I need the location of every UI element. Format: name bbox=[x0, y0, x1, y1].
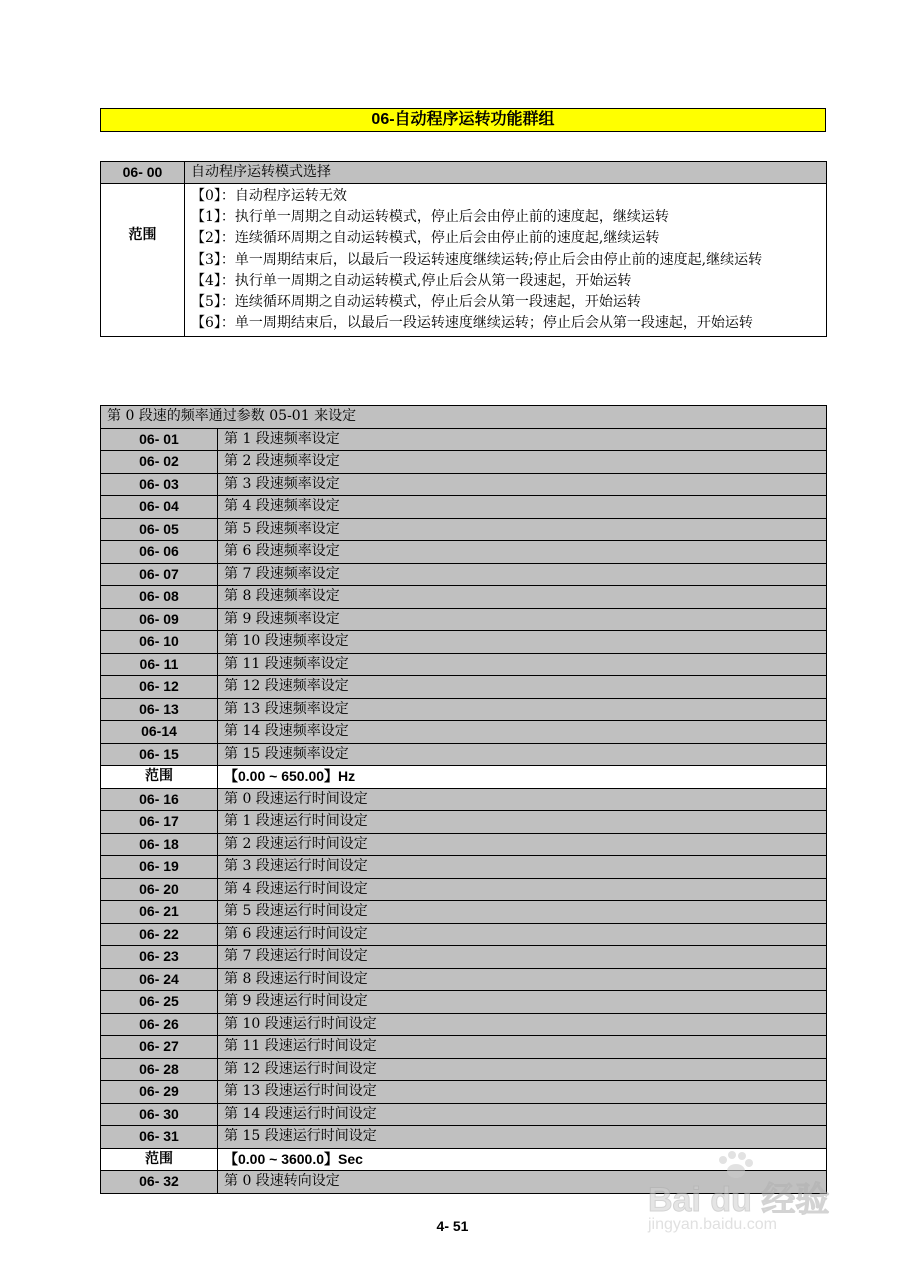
param-code: 06- 13 bbox=[101, 698, 218, 721]
table-row bbox=[101, 743, 827, 766]
param-code: 06- 17 bbox=[101, 811, 218, 834]
watermark-main: Bai du 经验 bbox=[648, 1181, 830, 1219]
option-3: 【3】：单一周期结束后，以最后一段运转速度继续运转;停止后会由停止前的速度起,继续运转 bbox=[191, 251, 763, 268]
param-name: 第 13 段速频率设定 bbox=[218, 698, 827, 721]
param-name: 第 11 段速频率设定 bbox=[218, 653, 827, 676]
table-row bbox=[101, 1103, 827, 1126]
param-code: 06- 06 bbox=[101, 541, 218, 564]
multi-speed-table bbox=[100, 405, 827, 1194]
table-row bbox=[101, 541, 827, 564]
table-row bbox=[101, 698, 827, 721]
table-row bbox=[101, 653, 827, 676]
range-value: 【0.00 ~ 3600.0】Sec bbox=[218, 1148, 827, 1171]
option-0: 【0】：自动程序运转无效 bbox=[191, 188, 347, 204]
table-header-row bbox=[101, 406, 827, 429]
param-code: 范围 bbox=[101, 766, 218, 789]
table-row bbox=[101, 676, 827, 699]
param-name: 第 4 段速频率设定 bbox=[218, 496, 827, 519]
param-name: 第 1 段速运行时间设定 bbox=[218, 811, 827, 834]
table-row bbox=[101, 608, 827, 631]
table-row bbox=[101, 856, 827, 879]
param-code: 范围 bbox=[101, 1148, 218, 1171]
param-0600-header-row bbox=[101, 162, 827, 184]
param-name: 第 3 段速频率设定 bbox=[218, 473, 827, 496]
param-name: 第 6 段速频率设定 bbox=[218, 541, 827, 564]
param-code: 06- 29 bbox=[101, 1081, 218, 1104]
param-code: 06- 22 bbox=[101, 923, 218, 946]
table-row bbox=[101, 1058, 827, 1081]
param-code: 06- 20 bbox=[101, 878, 218, 901]
param-name: 第 14 段速运行时间设定 bbox=[218, 1103, 827, 1126]
freq-range-row bbox=[101, 766, 827, 789]
range-options bbox=[185, 184, 827, 337]
param-code: 06- 30 bbox=[101, 1103, 218, 1126]
param-name: 第 2 段速运行时间设定 bbox=[218, 833, 827, 856]
param-name: 第 5 段速频率设定 bbox=[218, 518, 827, 541]
param-name: 第 15 段速运行时间设定 bbox=[218, 1126, 827, 1149]
param-code: 06- 15 bbox=[101, 743, 218, 766]
table-row bbox=[101, 518, 827, 541]
option-1: 【1】：执行单一周期之自动运转模式，停止后会由停止前的速度起，继续运转 bbox=[191, 209, 669, 226]
table-row bbox=[101, 496, 827, 519]
table-row bbox=[101, 991, 827, 1014]
param-name: 第 7 段速运行时间设定 bbox=[218, 946, 827, 969]
param-code: 06- 26 bbox=[101, 1013, 218, 1036]
param-0600-range-row bbox=[101, 184, 827, 337]
param-name: 第 3 段速运行时间设定 bbox=[218, 856, 827, 879]
param-code: 06-14 bbox=[101, 721, 218, 744]
param-name: 第 0 段速运行时间设定 bbox=[218, 788, 827, 811]
param-code: 06- 05 bbox=[101, 518, 218, 541]
param-code: 06- 12 bbox=[101, 676, 218, 699]
option-6: 【6】：单一周期结束后，以最后一段运转速度继续运转；停止后会从第一段速起，开始运转 bbox=[191, 315, 753, 332]
table-row bbox=[101, 1081, 827, 1104]
param-code: 06- 04 bbox=[101, 496, 218, 519]
param-name: 第 9 段速频率设定 bbox=[218, 608, 827, 631]
table-row bbox=[101, 901, 827, 924]
param-code: 06- 23 bbox=[101, 946, 218, 969]
option-5: 【5】：连续循环周期之自动运转模式，停止后会从第一段速起，开始运转 bbox=[191, 294, 641, 311]
param-0600-table bbox=[100, 161, 827, 337]
param-code: 06- 07 bbox=[101, 563, 218, 586]
table-row bbox=[101, 968, 827, 991]
table-row bbox=[101, 878, 827, 901]
table-row bbox=[101, 923, 827, 946]
param-name: 第 4 段速运行时间设定 bbox=[218, 878, 827, 901]
param-name: 第 9 段速运行时间设定 bbox=[218, 991, 827, 1014]
param-code: 06- 19 bbox=[101, 856, 218, 879]
param-name: 第 6 段速运行时间设定 bbox=[218, 923, 827, 946]
param-name: 第 12 段速运行时间设定 bbox=[218, 1058, 827, 1081]
option-4: 【4】：执行单一周期之自动运转模式,停止后会从第一段速起，开始运转 bbox=[191, 272, 632, 289]
param-code: 06- 28 bbox=[101, 1058, 218, 1081]
param-name: 第 10 段速频率设定 bbox=[218, 631, 827, 654]
range-value: 【0.00 ~ 650.00】Hz bbox=[218, 766, 827, 789]
param-name: 第 2 段速频率设定 bbox=[218, 451, 827, 474]
param-code: 06- 01 bbox=[101, 428, 218, 451]
param-code: 06- 24 bbox=[101, 968, 218, 991]
param-name: 第 8 段速运行时间设定 bbox=[218, 968, 827, 991]
param-name: 第 8 段速频率设定 bbox=[218, 586, 827, 609]
param-name: 第 13 段速运行时间设定 bbox=[218, 1081, 827, 1104]
param-code: 06- 31 bbox=[101, 1126, 218, 1149]
table-row bbox=[101, 788, 827, 811]
param-code: 06- 08 bbox=[101, 586, 218, 609]
table-row bbox=[101, 631, 827, 654]
table-row bbox=[101, 563, 827, 586]
table-row bbox=[101, 586, 827, 609]
param-code: 06- 25 bbox=[101, 991, 218, 1014]
param-name: 第 0 段速转向设定 bbox=[218, 1171, 827, 1194]
param-code: 06- 09 bbox=[101, 608, 218, 631]
param-code: 06- 18 bbox=[101, 833, 218, 856]
param-name: 第 14 段速频率设定 bbox=[218, 721, 827, 744]
table-row bbox=[101, 473, 827, 496]
table-row bbox=[101, 1013, 827, 1036]
param-code: 06- 21 bbox=[101, 901, 218, 924]
param-name: 第 15 段速频率设定 bbox=[218, 743, 827, 766]
table-row bbox=[101, 721, 827, 744]
param-code: 06- 10 bbox=[101, 631, 218, 654]
param-name: 第 10 段速运行时间设定 bbox=[218, 1013, 827, 1036]
param-code: 06- 32 bbox=[101, 1171, 218, 1194]
param-code: 06- 00 bbox=[101, 162, 185, 184]
table-row bbox=[101, 1126, 827, 1149]
param-code: 06- 27 bbox=[101, 1036, 218, 1059]
param-code: 06- 03 bbox=[101, 473, 218, 496]
watermark-sub: jingyan.baidu.com bbox=[648, 1216, 777, 1233]
table-row bbox=[101, 946, 827, 969]
range-label: 范围 bbox=[101, 184, 185, 337]
param-code: 06- 16 bbox=[101, 788, 218, 811]
param-code: 06- 02 bbox=[101, 451, 218, 474]
param-name: 自动程序运转模式选择 bbox=[185, 162, 827, 184]
param-name: 第 1 段速频率设定 bbox=[218, 428, 827, 451]
page-number: 4- 51 bbox=[436, 1218, 469, 1234]
table-header-note: 第 0 段速的频率通过参数 05-01 来设定 bbox=[101, 406, 827, 429]
param-name: 第 5 段速运行时间设定 bbox=[218, 901, 827, 924]
table-row bbox=[101, 1036, 827, 1059]
section-title: 06-自动程序运转功能群组 bbox=[100, 108, 826, 132]
param-name: 第 11 段速运行时间设定 bbox=[218, 1036, 827, 1059]
param-name: 第 7 段速频率设定 bbox=[218, 563, 827, 586]
table-row bbox=[101, 428, 827, 451]
table-row bbox=[101, 811, 827, 834]
param-code: 06- 11 bbox=[101, 653, 218, 676]
table-row bbox=[101, 833, 827, 856]
watermark-logo bbox=[640, 1150, 870, 1250]
option-2: 【2】：连续循环周期之自动运转模式，停止后会由停止前的速度起,继续运转 bbox=[191, 230, 660, 247]
param-name: 第 12 段速频率设定 bbox=[218, 676, 827, 699]
table-row bbox=[101, 451, 827, 474]
